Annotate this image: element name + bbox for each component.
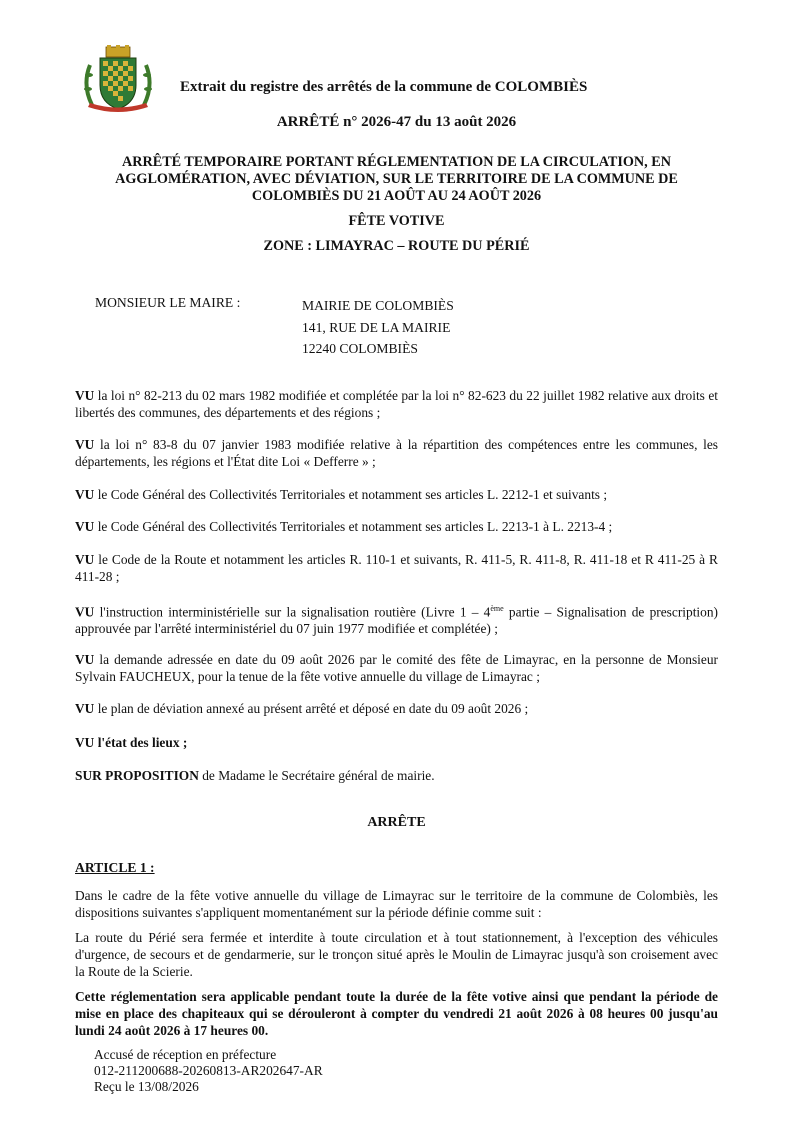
decree-number: ARRÊTÉ n° 2026-47 du 13 août 2026 — [276, 114, 517, 130]
receipt-line-2: 012-211200688-20260813-AR202647-AR — [94, 1063, 323, 1078]
consideration-8: VU le plan de déviation annexé au présent arrêté et déposé en date du 09 août 2026 ; — [75, 701, 529, 716]
mayor-address — [302, 295, 454, 360]
article-1-paragraph-1: Dans le cadre de la fête votive annuelle du village de Limayrac sur le territoire de la commune de Colombiès, les dispositions suivantes s'appliquent momentanément sur la période définie comme suit : — [75, 888, 718, 920]
event-title: FÊTE VOTIVE — [348, 213, 445, 229]
article-1-paragraph-2: La route du Périé sera fermée et interdite à toute circulation et à tout stationnement, à l'exception des véhicules d'urgence, de secours et de gendarmerie, sur le tronçon situé après le Moulin de Limayrac jusqu'à son croisement avec la Route de la Scierie. — [75, 930, 718, 979]
article-1-title: ARTICLE 1 : — [75, 860, 155, 875]
receipt-line-1: Accusé de réception en préfecture — [94, 1047, 277, 1062]
arrete-heading: ARRÊTE — [367, 815, 426, 830]
title-line-1: ARRÊTÉ TEMPORAIRE PORTANT RÉGLEMENTATION DE LA CIRCULATION, EN — [122, 154, 671, 170]
consideration-5: VU le Code de la Route et notamment les articles R. 110-1 et suivants, R. 411-5, R. 411-8, R. 411-18 et R 411-25 à R 411-28 ; — [75, 552, 718, 584]
registry-line: Extrait du registre des arrêtés de la commune de COLOMBIÈS — [180, 79, 588, 95]
proposal: SUR PROPOSITION de Madame le Secrétaire général de mairie. — [75, 768, 435, 783]
consideration-1: VU la loi n° 82-213 du 02 mars 1982 modifiée et complétée par la loi n° 82-623 du 22 juillet 1982 relative aux droits et libertés des communes, des départements et des régions ; — [75, 388, 718, 420]
consideration-7: VU la demande adressée en date du 09 août 2026 par le comité des fête de Limayrac, en la personne de Monsieur Sylvain FAUCHEUX, pour la tenue de la fête votive annuelle du village de Limayrac ; — [75, 652, 718, 684]
decree-title — [0, 154, 793, 205]
vu-label: VU — [75, 388, 95, 403]
mayor-label: MONSIEUR LE MAIRE : — [95, 295, 241, 310]
address-line-1: MAIRIE DE COLOMBIÈS — [302, 298, 454, 313]
vu-label: VU — [75, 487, 95, 502]
prefecture-receipt — [94, 1047, 323, 1095]
coat-of-arms-logo — [80, 45, 156, 115]
title-line-2: AGGLOMÉRATION, AVEC DÉVIATION, SUR LE TERRITOIRE DE LA COMMUNE DE — [115, 171, 678, 187]
title-line-3: COLOMBIÈS DU 21 AOÛT AU 24 AOÛT 2026 — [251, 188, 542, 204]
vu-label: VU — [75, 552, 95, 567]
vu-label: VU — [75, 437, 95, 452]
article-1-paragraph-3: Cette réglementation sera applicable pendant toute la durée de la fête votive ainsi que pendant la période de mise en place des chapiteaux qui se dérouleront à compter du vendredi 21 août 2026 à 08 heures 00 jusqu'au lundi 24 août 2026 à 17 heures 00. — [75, 989, 718, 1038]
vu-label: VU — [75, 652, 95, 667]
consideration-9: VU l'état des lieux ; — [75, 735, 188, 750]
address-line-3: 12240 COLOMBIÈS — [302, 341, 418, 356]
consideration-3: VU le Code Général des Collectivités Territoriales et notamment ses articles L. 2212-1 et suivants ; — [75, 487, 608, 502]
zone-title: ZONE : LIMAYRAC – ROUTE DU PÉRIÉ — [263, 238, 530, 254]
address-line-2: 141, RUE DE LA MAIRIE — [302, 319, 451, 335]
vu-label: VU — [75, 604, 95, 620]
consideration-6: VU l'instruction interministérielle sur la signalisation routière (Livre 1 – 4ème partie – Signalisation de prescription) approuvée par l'arrêté interministériel du 07 juin 1977 modifiée et complétée) ; — [75, 604, 718, 637]
vu-label: VU — [75, 519, 95, 534]
receipt-line-3: Reçu le 13/08/2026 — [94, 1079, 199, 1094]
consideration-2: VU la loi n° 83-8 du 07 janvier 1983 modifiée relative à la répartition des compétences entre les communes, les départements, les régions et l'État dite Loi « Defferre » ; — [75, 437, 718, 469]
consideration-4: VU le Code Général des Collectivités Territoriales et notamment ses articles L. 2213-1 à L. 2213-4 ; — [75, 519, 613, 534]
vu-label: VU — [75, 701, 95, 716]
